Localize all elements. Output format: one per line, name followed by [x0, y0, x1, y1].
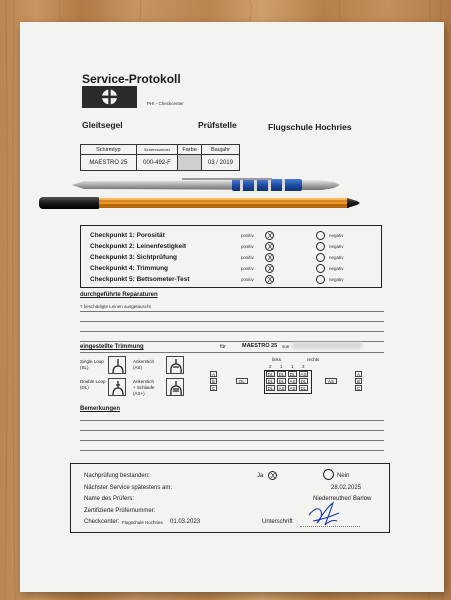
anchor-hitch-label — [133, 359, 154, 371]
negative-checkbox[interactable] — [316, 253, 325, 262]
col-header-serial: Seriennummer — [136, 145, 178, 155]
trim-underline — [80, 352, 384, 353]
trim-cell: DL — [300, 386, 307, 391]
remarks-line-2 — [80, 430, 384, 431]
repairs-line-2 — [80, 321, 384, 322]
anchor-hitch-icon — [166, 356, 184, 374]
remarks-line-4 — [80, 450, 384, 451]
yes-label: Ja — [257, 473, 264, 479]
col-header-year: Baujahr — [201, 145, 239, 155]
col-header-type: Schirmtyp — [81, 145, 137, 155]
trim-cell: DL — [278, 379, 285, 384]
no-checkbox[interactable] — [323, 469, 334, 480]
trim-row-letter-right: B — [356, 379, 360, 384]
trim-model: MAESTRO 25 — [242, 343, 278, 349]
trim-cell: DL — [267, 379, 274, 384]
anchor-loop-icon — [166, 378, 184, 396]
service-protocol-sheet — [20, 22, 444, 592]
next-service-label: Nächster Service spätestens am: — [84, 485, 173, 491]
trim-row-letter-right: A — [356, 372, 360, 377]
positive-checkbox-checked[interactable] — [265, 242, 274, 251]
repairs-line-3 — [80, 331, 384, 332]
col-header-color: Farbe — [178, 145, 202, 155]
ballpoint-pen — [72, 177, 342, 193]
single-loop-label — [80, 359, 104, 371]
remarks-heading: Bemerkungen — [80, 406, 121, 412]
trim-column-number: 2 — [302, 364, 305, 369]
signature-line — [300, 526, 360, 527]
yes-checkbox-checked[interactable] — [268, 471, 277, 480]
year-value: 2019 — [219, 159, 233, 166]
negative-label: negativ — [329, 244, 344, 249]
trim-right-marker: AS — [325, 378, 337, 384]
anchor-loop-label — [133, 379, 154, 397]
felt-tip-pen — [39, 195, 361, 211]
value-year — [201, 155, 239, 171]
examiner-name: Niederreuther/ Barlow — [313, 496, 372, 502]
trim-cell: AS — [278, 386, 285, 391]
negative-checkbox[interactable] — [316, 231, 325, 240]
positive-label: positiv — [241, 277, 254, 282]
trim-cell: AS — [289, 386, 296, 391]
year-month: 03 — [207, 159, 215, 166]
single-loop-text: Single Loop — [80, 359, 104, 364]
no-label: Nein — [337, 473, 350, 479]
positive-checkbox-checked[interactable] — [265, 264, 274, 273]
single-loop-abbr: (SL) — [80, 365, 89, 370]
negative-label: negativ — [329, 277, 344, 282]
negative-label: negativ — [329, 255, 344, 260]
double-loop-text: Double Loop — [80, 379, 106, 384]
checkpoint-label: Checkpunkt 4: Trimmung — [90, 265, 169, 272]
trim-cell: DL — [289, 372, 296, 377]
anchor-loop-text-2: + Schlaufe — [133, 385, 155, 390]
repairs-heading: durchgeführte Reparaturen — [80, 292, 158, 298]
trim-row-letter-right: C — [356, 386, 361, 391]
negative-checkbox[interactable] — [316, 275, 325, 284]
remarks-line-3 — [80, 440, 384, 441]
signature-label: Unterschrift — [262, 519, 293, 525]
value-type: MAESTRO 25 — [81, 155, 137, 171]
double-loop-label — [80, 379, 106, 391]
positive-checkbox-checked[interactable] — [265, 231, 274, 240]
value-serial: 000-492-F — [136, 155, 178, 171]
double-loop-abbr: (DL) — [80, 385, 89, 390]
next-service-date: 28.02.2025 — [331, 485, 362, 491]
checkcenter-date: 01.03.2023 — [170, 519, 201, 525]
trim-cell: AS — [289, 379, 296, 384]
checkcenter-name: Flugschule Hochries — [122, 520, 163, 525]
trim-row-letter-left: B — [211, 379, 215, 384]
checkcenter-label: Checkcenter: — [84, 519, 120, 525]
school-heading: Flugschule Hochries — [268, 122, 352, 132]
repairs-line-1 — [80, 311, 384, 312]
trim-left-marker: DL — [236, 378, 248, 384]
year-separator: / — [216, 159, 218, 166]
trim-cell: DL — [267, 372, 274, 377]
trim-grid-frame — [264, 370, 312, 394]
anchor-hitch-abbr: (AS) — [133, 365, 142, 370]
left-side-label: links — [272, 357, 282, 362]
double-loop-icon — [108, 378, 126, 396]
trim-column-number: 1 — [291, 364, 294, 369]
trim-cell: DL — [300, 379, 307, 384]
positive-label: positiv — [241, 244, 254, 249]
passed-label: Nachprüfung bestanden: — [84, 473, 150, 479]
glider-heading: Gleitsegel — [82, 120, 123, 130]
negative-checkbox[interactable] — [316, 242, 325, 251]
positive-checkbox-checked[interactable] — [265, 253, 274, 262]
redacted-owner — [292, 342, 362, 349]
anchor-loop-text: Ankerstich — [133, 379, 155, 384]
trim-cell: DL — [278, 372, 285, 377]
spec-table — [80, 144, 240, 171]
trim-column-number: 1 — [280, 364, 283, 369]
document-title: Service-Protokoll — [82, 72, 181, 86]
checkpoint-label: Checkpunkt 2: Leinenfestigkeit — [90, 243, 187, 250]
checkpoint-label: Checkpunkt 5: Bettsometer-Test — [90, 276, 190, 283]
repairs-note: 7 beschädigte Leinen ausgetauscht — [80, 304, 151, 309]
phi-logo — [82, 86, 137, 108]
value-color — [178, 155, 202, 171]
positive-checkbox-checked[interactable] — [265, 275, 274, 284]
single-loop-icon — [108, 356, 126, 374]
certified-number-label: Zertifizierte Prüfernummer: — [84, 508, 156, 514]
positive-label: positiv — [241, 266, 254, 271]
positive-label: positiv — [241, 233, 254, 238]
positive-label: positiv — [241, 255, 254, 260]
examiner-label: Name des Prüfers: — [84, 496, 135, 502]
logo-caption: PHI - Checkcenter — [147, 101, 184, 106]
negative-label: negativ — [329, 266, 344, 271]
anchor-hitch-text: Ankerstich — [133, 359, 155, 364]
trim-from-label: von — [282, 344, 290, 349]
trim-cell: AS — [300, 372, 307, 377]
checkpoint-label: Checkpunkt 3: Sichtprüfung — [90, 254, 178, 261]
negative-label: negativ — [329, 233, 344, 238]
trim-heading: eingestellte Trimmung — [80, 344, 144, 350]
negative-checkbox[interactable] — [316, 264, 325, 273]
trim-for-label: für — [220, 344, 226, 350]
trim-column-number: 2 — [269, 364, 272, 369]
handwritten-signature — [303, 501, 343, 529]
test-center-heading: Prüfstelle — [198, 120, 237, 130]
trim-row-letter-left: A — [211, 372, 215, 377]
right-side-label: rechts — [307, 357, 320, 362]
trim-cell: DL — [267, 386, 274, 391]
anchor-loop-abbr: (AS+) — [133, 391, 145, 396]
checkpoint-label: Checkpunkt 1: Porosität — [90, 232, 165, 239]
trim-row-letter-left: C — [211, 386, 216, 391]
remarks-line-1 — [80, 420, 384, 421]
